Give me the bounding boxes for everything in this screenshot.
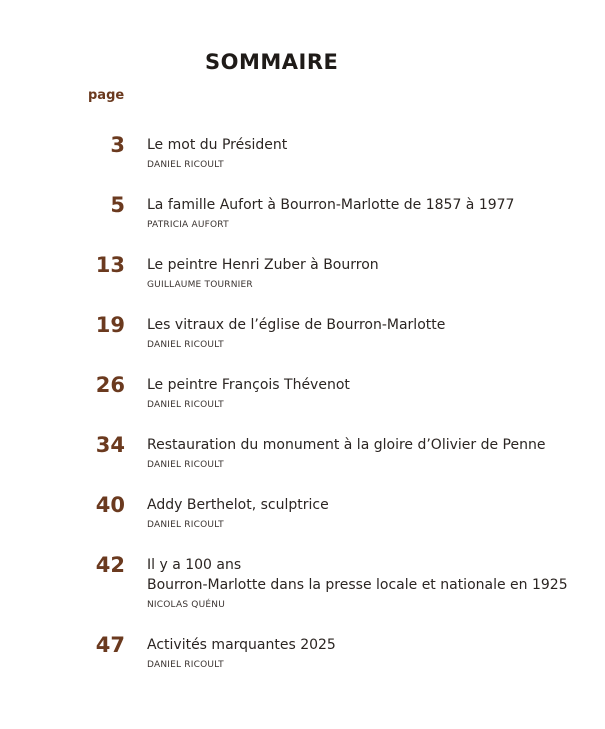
entry-text <box>147 495 329 532</box>
page-number: 19 <box>95 313 125 337</box>
entry-text <box>147 135 287 172</box>
page-number: 3 <box>110 133 125 157</box>
entry-author: DANIEL RICOULT <box>147 400 224 410</box>
entry-title: Le mot du Président <box>147 137 288 153</box>
page-number: 5 <box>110 193 125 217</box>
entry-author: PATRICIA AUFORT <box>147 220 229 230</box>
entry-text <box>147 315 445 352</box>
entry-title: Il y a 100 ans <box>147 557 242 573</box>
entry-text <box>147 375 350 412</box>
entry-author: DANIEL RICOULT <box>147 660 224 670</box>
entry-text <box>147 555 568 612</box>
entry-text <box>147 435 545 472</box>
entry-author: NICOLAS QUÉNU <box>147 600 225 610</box>
entry-title: Le peintre François Thévenot <box>147 377 350 393</box>
entry-title: Les vitraux de l’église de Bourron-Marlotte <box>147 317 446 333</box>
entry-title: Addy Berthelot, sculptrice <box>147 497 329 513</box>
page-number: 40 <box>95 493 125 517</box>
page-number: 26 <box>95 373 125 397</box>
entry-title: La famille Aufort à Bourron-Marlotte de 1857 à 1977 <box>147 197 515 213</box>
entry-title: Restauration du monument à la gloire d’Olivier de Penne <box>147 437 546 453</box>
page-number: 47 <box>95 633 125 657</box>
entry-author: DANIEL RICOULT <box>147 520 224 530</box>
entry-title: Activités marquantes 2025 <box>147 637 336 653</box>
entry-author: DANIEL RICOULT <box>147 160 224 170</box>
page-number: 13 <box>95 253 125 277</box>
entry-title: Le peintre Henri Zuber à Bourron <box>147 257 379 273</box>
entry-text <box>147 635 336 672</box>
entry-author: DANIEL RICOULT <box>147 460 224 470</box>
page-title: SOMMAIRE <box>205 50 339 74</box>
entry-text <box>147 195 514 232</box>
entry-author: DANIEL RICOULT <box>147 340 224 350</box>
entry-author: GUILLAUME TOURNIER <box>147 280 253 290</box>
page-column-label: page <box>88 88 125 103</box>
page-number: 42 <box>95 553 125 577</box>
page-number: 34 <box>95 433 125 457</box>
entry-title: Bourron-Marlotte dans la presse locale et nationale en 1925 <box>147 577 568 593</box>
entry-text <box>147 255 379 292</box>
